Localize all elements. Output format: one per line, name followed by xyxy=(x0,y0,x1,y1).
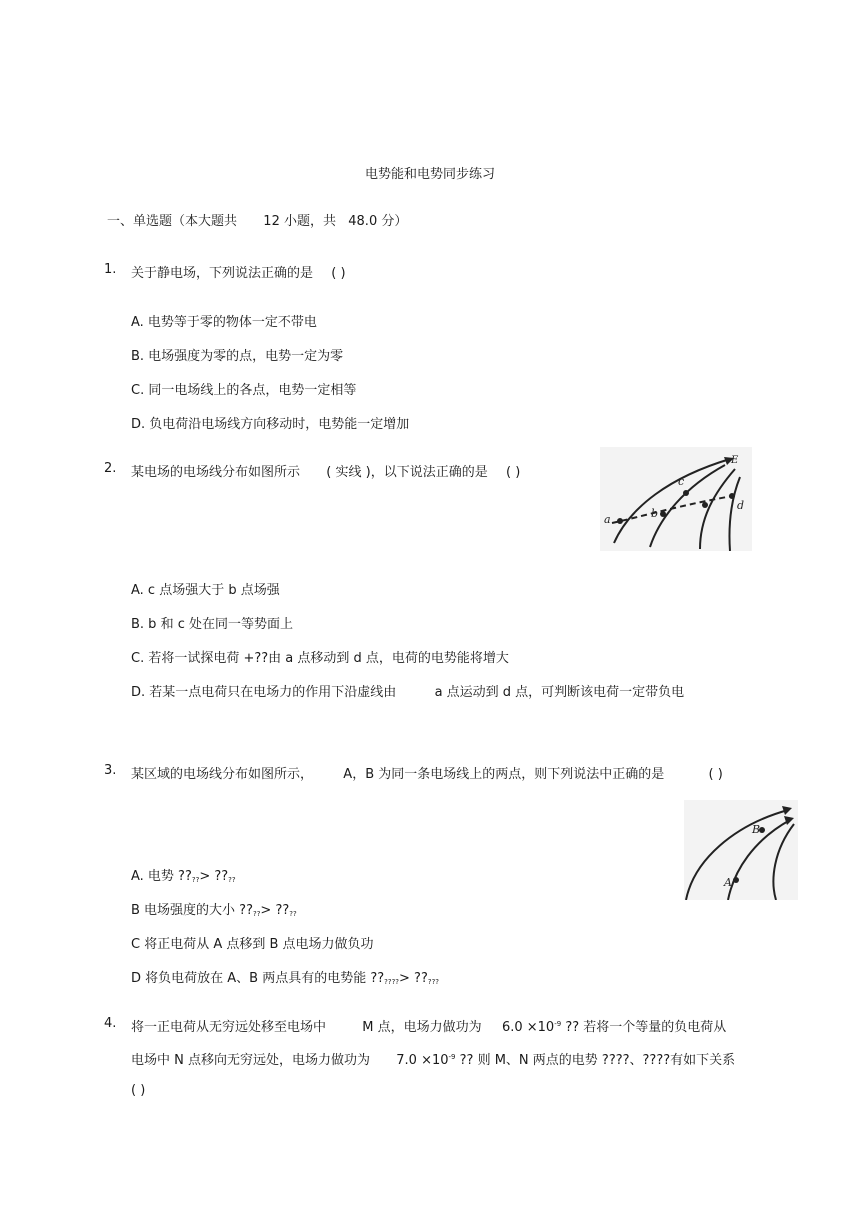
fig-label-a-point: A xyxy=(724,876,732,889)
section-count: 12 小题，共 xyxy=(263,214,336,229)
question-stem-cont: M 点，电场力做功为 xyxy=(362,1020,482,1035)
option-2b[interactable]: B. b 和 c 处在同一等势面上 xyxy=(131,617,293,632)
question-stem-cont: 电场中 N 点移向无穷远处，电场力做功为 xyxy=(131,1053,370,1068)
option-1c[interactable]: C. 同一电场线上的各点，电势一定相等 xyxy=(131,383,357,398)
option-2d[interactable] xyxy=(131,681,684,700)
option-3a[interactable] xyxy=(131,865,236,884)
answer-paren: ( ) xyxy=(708,767,723,782)
question-number: 4. xyxy=(104,1016,117,1031)
question-1-stem xyxy=(131,262,346,281)
question-stem: 某区域的电场线分布如图所示， xyxy=(131,767,314,782)
fig-label-d: d xyxy=(737,499,745,512)
subscript: ???? xyxy=(384,978,400,986)
question-3-stem xyxy=(131,763,723,782)
option-text: B 电场强度的大小 ?? xyxy=(131,903,253,918)
fig-label-e: E xyxy=(731,455,739,466)
section-header xyxy=(107,210,407,229)
section-label: 一、单选题（本大题共 xyxy=(107,214,238,229)
option-text: D 将负电荷放在 A、B 两点具有的电势能 ?? xyxy=(131,971,385,986)
comparison: > ?? xyxy=(399,971,428,986)
option-text: D. 若某一点电荷只在电场力的作用下沿虚线由 xyxy=(131,685,397,700)
subscript: ?? xyxy=(289,910,297,918)
question-stem: 将一正电荷从无穷远处移至电场中 xyxy=(131,1020,327,1035)
electric-field-figure-q2 xyxy=(600,447,752,551)
question-stem-cont: ?? 若将一个等量的负电荷从 xyxy=(565,1020,727,1035)
question-stem-cont: ( 实线 )，以下说法正确的是 xyxy=(326,465,488,480)
question-number: 2. xyxy=(104,461,117,476)
option-3d[interactable] xyxy=(131,967,439,986)
work-value: 6.0 ×10 xyxy=(501,1020,555,1035)
question-stem: 关于静电场，下列说法正确的是 xyxy=(131,266,314,281)
question-1 xyxy=(104,262,116,277)
fig-label-b: b xyxy=(651,507,659,520)
exponent: -9 xyxy=(448,1053,456,1061)
question-4-line1 xyxy=(131,1016,726,1035)
answer-paren: ( ) xyxy=(331,266,346,281)
option-text-tail: a 点运动到 d 点，可判断该电荷一定带负电 xyxy=(434,685,685,700)
subscript: ??? xyxy=(427,978,440,986)
question-2-stem xyxy=(131,461,520,480)
answer-paren: ( ) xyxy=(506,465,521,480)
fig-label-b-point: B xyxy=(752,823,761,836)
question-stem: 某电场的电场线分布如图所示 xyxy=(131,465,301,480)
electric-field-figure-q3 xyxy=(684,800,798,900)
subscript: ?? xyxy=(252,910,261,918)
option-1b[interactable]: B. 电场强度为零的点，电势一定为零 xyxy=(131,349,344,364)
option-2a[interactable]: A. c 点场强大于 b 点场强 xyxy=(131,583,280,598)
exponent: -9 xyxy=(554,1020,562,1028)
option-1d[interactable]: D. 负电荷沿电场线方向移动时，电势能一定增加 xyxy=(131,417,410,432)
work-value: 7.0 ×10 xyxy=(396,1053,449,1068)
fig-label-a: a xyxy=(604,513,611,526)
option-text: A. 电势 ?? xyxy=(131,869,192,884)
comparison: > ?? xyxy=(260,903,290,918)
option-2c[interactable]: C. 若将一试探电荷 +??由 a 点移动到 d 点，电荷的电势能将增大 xyxy=(131,651,509,666)
fig-label-c: c xyxy=(678,475,685,488)
answer-paren: ( ) xyxy=(131,1083,146,1098)
section-score: 48.0 分） xyxy=(348,214,408,229)
question-4-line2 xyxy=(131,1049,735,1068)
question-stem-cont: A，B 为同一条电场线上的两点，则下列说法中正确的是 xyxy=(343,767,665,782)
subscript: ?? xyxy=(191,876,200,884)
subscript: ?? xyxy=(228,876,236,884)
question-number: 3. xyxy=(104,763,117,778)
page-title: 电势能和电势同步练习 xyxy=(364,167,495,182)
question-number: 1. xyxy=(104,262,117,277)
option-3c[interactable]: C 将正电荷从 A 点移到 B 点电场力做负功 xyxy=(131,937,374,952)
option-3b[interactable] xyxy=(131,899,297,918)
comparison: > ?? xyxy=(199,869,229,884)
question-stem-cont: ?? 则 M、N 两点的电势 ????、????有如下关系 xyxy=(459,1053,736,1068)
option-1a[interactable]: A. 电势等于零的物体一定不带电 xyxy=(131,315,317,330)
